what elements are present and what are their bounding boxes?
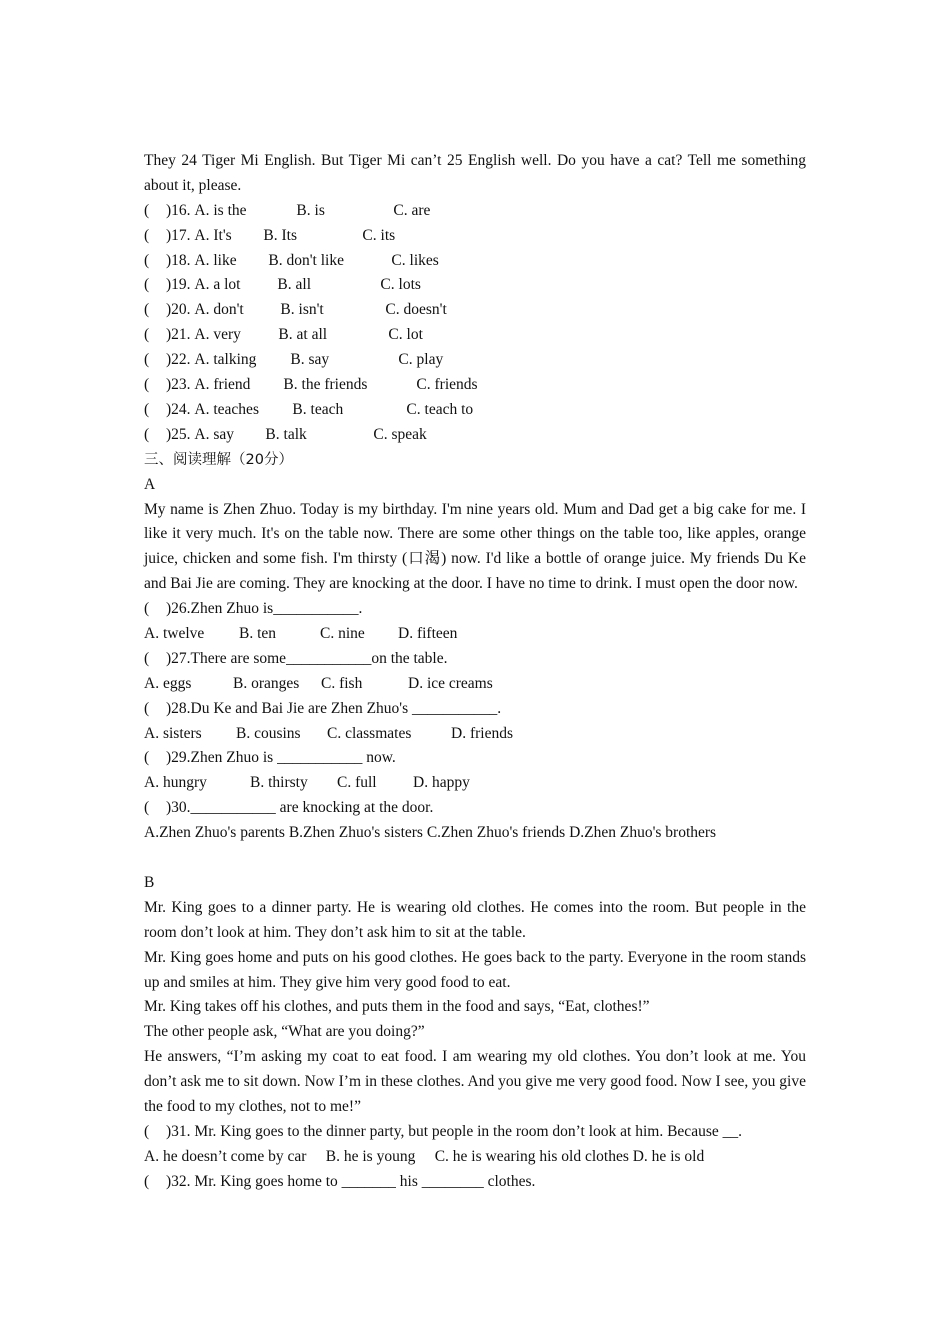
- question-number: )16.: [166, 201, 191, 219]
- option-c: C. speak: [373, 425, 427, 443]
- cloze-question: [144, 373, 806, 398]
- option-d: D. friends: [451, 724, 513, 742]
- option-c: C. its: [362, 226, 396, 244]
- cloze-question: [144, 298, 806, 323]
- passage-b-label: B: [144, 873, 155, 891]
- option-row: A. he doesn’t come by car B. he is young C. he is wearing his old clothes D. he is old: [144, 1147, 705, 1165]
- answer-paren: (: [144, 400, 150, 418]
- cloze-question: [144, 423, 806, 448]
- option-b: B. isn't: [280, 301, 324, 319]
- cloze-question: [144, 249, 806, 274]
- option-c: C. doesn't: [385, 301, 447, 319]
- option-a: A. friend: [194, 376, 251, 394]
- question-number: )24.: [166, 400, 191, 418]
- question-number: )17.: [166, 226, 191, 244]
- passage-a-label: A: [144, 475, 156, 493]
- cloze-question: [144, 348, 806, 373]
- paragraph: He answers, “I’m asking my coat to eat food. I am wearing my old clothes. You don’t look at me. You don’t ask me to sit down. Now I’m in these clothes. And you give me very good food. Now I see, you give the food to my clothes, not to me!”: [144, 1048, 806, 1116]
- option-c: C. lot: [388, 326, 423, 344]
- answer-paren: (: [144, 600, 150, 618]
- option-c: C. play: [398, 351, 444, 369]
- question-number: )23.: [166, 376, 191, 394]
- option-b: B. is: [296, 201, 325, 219]
- option-c: C. lots: [380, 276, 421, 294]
- stem-text: )27.There are some___________on the table.: [166, 649, 448, 667]
- option-b: B. the friends: [283, 376, 368, 394]
- option-c: C. likes: [391, 251, 439, 269]
- option-a: A. like: [194, 251, 237, 269]
- cloze-question: [144, 224, 806, 249]
- cloze-question: [144, 273, 806, 298]
- option-c: C. teach to: [406, 400, 474, 418]
- answer-paren: (: [144, 1122, 150, 1140]
- question-stem: [144, 1170, 806, 1195]
- reading-b-questions: [144, 1120, 806, 1195]
- option-b: B. talk: [265, 425, 307, 443]
- option-a: A. sisters: [144, 724, 202, 742]
- option-b: B. all: [277, 276, 312, 294]
- option-d: D. ice creams: [408, 674, 493, 692]
- cloze-question: [144, 323, 806, 348]
- option-a: A. eggs: [144, 674, 192, 692]
- stem-text: )32. Mr. King goes home to _______ his ________ clothes.: [166, 1172, 536, 1190]
- answer-paren: (: [144, 251, 150, 269]
- option-c: C. classmates: [327, 724, 412, 742]
- stem-text: )30.___________ are knocking at the door.: [166, 799, 434, 817]
- question-stem: [144, 796, 806, 821]
- option-row: [144, 622, 806, 647]
- cloze-question: [144, 199, 806, 224]
- question-stem: [144, 597, 806, 622]
- option-c: C. full: [337, 774, 377, 792]
- question-number: )19.: [166, 276, 191, 294]
- option-a: A. talking: [194, 351, 257, 369]
- option-c: C. nine: [320, 625, 365, 643]
- passage-a-text: My name is Zhen Zhuo. Today is my birthday. I'm nine years old. Mum and Dad get a big cake for me. I like it very much. It's on the table now. There are some other things on the table too, like apples, orange juice, chicken and some fish. I'm thirsty (口渴) now. I'd like a bottle of orange juice. My friends Du Ke and Bai Jie are coming. They are knocking at the door. I have no time to drink. I must open the door now.: [144, 500, 806, 593]
- stem-text: )26.Zhen Zhuo is___________.: [166, 600, 363, 618]
- question-number: )21.: [166, 326, 191, 344]
- paragraph: Mr. King takes off his clothes, and puts them in the food and says, “Eat, clothes!”: [144, 998, 650, 1016]
- option-a: A. is the: [194, 201, 247, 219]
- option-a: A. say: [194, 425, 235, 443]
- option-a: A. It's: [194, 226, 232, 244]
- answer-paren: (: [144, 799, 150, 817]
- option-d: D. fifteen: [398, 625, 458, 643]
- question-stem: [144, 697, 806, 722]
- option-row: [144, 722, 806, 747]
- worksheet-page: [144, 149, 806, 1195]
- option-b: B. teach: [292, 400, 344, 418]
- option-row: A.Zhen Zhuo's parents B.Zhen Zhuo's sisters C.Zhen Zhuo's friends D.Zhen Zhuo's brothers: [144, 824, 717, 842]
- stem-text: )31. Mr. King goes to the dinner party, but people in the room don’t look at him. Because __.: [166, 1122, 742, 1140]
- question-stem: [144, 746, 806, 771]
- option-b: B. say: [290, 351, 330, 369]
- spacer: [144, 846, 806, 871]
- option-a: A. a lot: [194, 276, 241, 294]
- answer-paren: (: [144, 351, 150, 369]
- answer-paren: (: [144, 649, 150, 667]
- answer-paren: (: [144, 699, 150, 717]
- paragraph: The other people ask, “What are you doing?”: [144, 1023, 425, 1041]
- question-stem: [144, 647, 806, 672]
- question-number: )18.: [166, 251, 191, 269]
- paragraph: Mr. King goes to a dinner party. He is wearing old clothes. He comes into the room. But people in the room don’t look at him. They don’t ask him to sit at the table.: [144, 898, 806, 941]
- option-a: A. don't: [194, 301, 244, 319]
- stem-text: )28.Du Ke and Bai Jie are Zhen Zhuo's ___________.: [166, 699, 502, 717]
- option-c: C. friends: [416, 376, 478, 394]
- option-b: B. thirsty: [250, 774, 308, 792]
- question-stem: [144, 1120, 806, 1145]
- stem-text: )29.Zhen Zhuo is ___________ now.: [166, 749, 396, 767]
- option-b: B. Its: [263, 226, 298, 244]
- answer-paren: (: [144, 425, 150, 443]
- answer-paren: (: [144, 749, 150, 767]
- cloze-question: [144, 398, 806, 423]
- paragraph: Mr. King goes home and puts on his good clothes. He goes back to the party. Everyone in the room stands up and smiles at him. They give him very good food to eat.: [144, 948, 806, 991]
- option-b: B. ten: [239, 625, 277, 643]
- option-b: B. at all: [278, 326, 328, 344]
- option-d: D. happy: [413, 774, 470, 792]
- question-number: )25.: [166, 425, 191, 443]
- answer-paren: (: [144, 301, 150, 319]
- answer-paren: (: [144, 376, 150, 394]
- option-c: C. are: [393, 201, 431, 219]
- option-a: A. hungry: [144, 774, 207, 792]
- question-number: )20.: [166, 301, 191, 319]
- answer-paren: (: [144, 326, 150, 344]
- option-a: A. twelve: [144, 625, 205, 643]
- option-a: A. very: [194, 326, 241, 344]
- answer-paren: (: [144, 201, 150, 219]
- answer-paren: (: [144, 226, 150, 244]
- option-a: A. teaches: [194, 400, 259, 418]
- intro-paragraph: They 24 Tiger Mi English. But Tiger Mi can’t 25 English well. Do you have a cat? Tell me something about it, please.: [144, 152, 806, 194]
- answer-paren: (: [144, 1172, 150, 1190]
- option-b: B. don't like: [268, 251, 344, 269]
- option-b: B. oranges: [233, 674, 300, 692]
- answer-paren: (: [144, 276, 150, 294]
- option-c: C. fish: [321, 674, 363, 692]
- cloze-question-list: [144, 199, 806, 448]
- option-row: [144, 672, 806, 697]
- passage-b-text: [144, 896, 806, 1120]
- question-number: )22.: [166, 351, 191, 369]
- section-heading: 三、阅读理解（20分）: [144, 451, 293, 468]
- option-b: B. cousins: [236, 724, 301, 742]
- option-row: [144, 771, 806, 796]
- reading-a-questions: [144, 597, 806, 846]
